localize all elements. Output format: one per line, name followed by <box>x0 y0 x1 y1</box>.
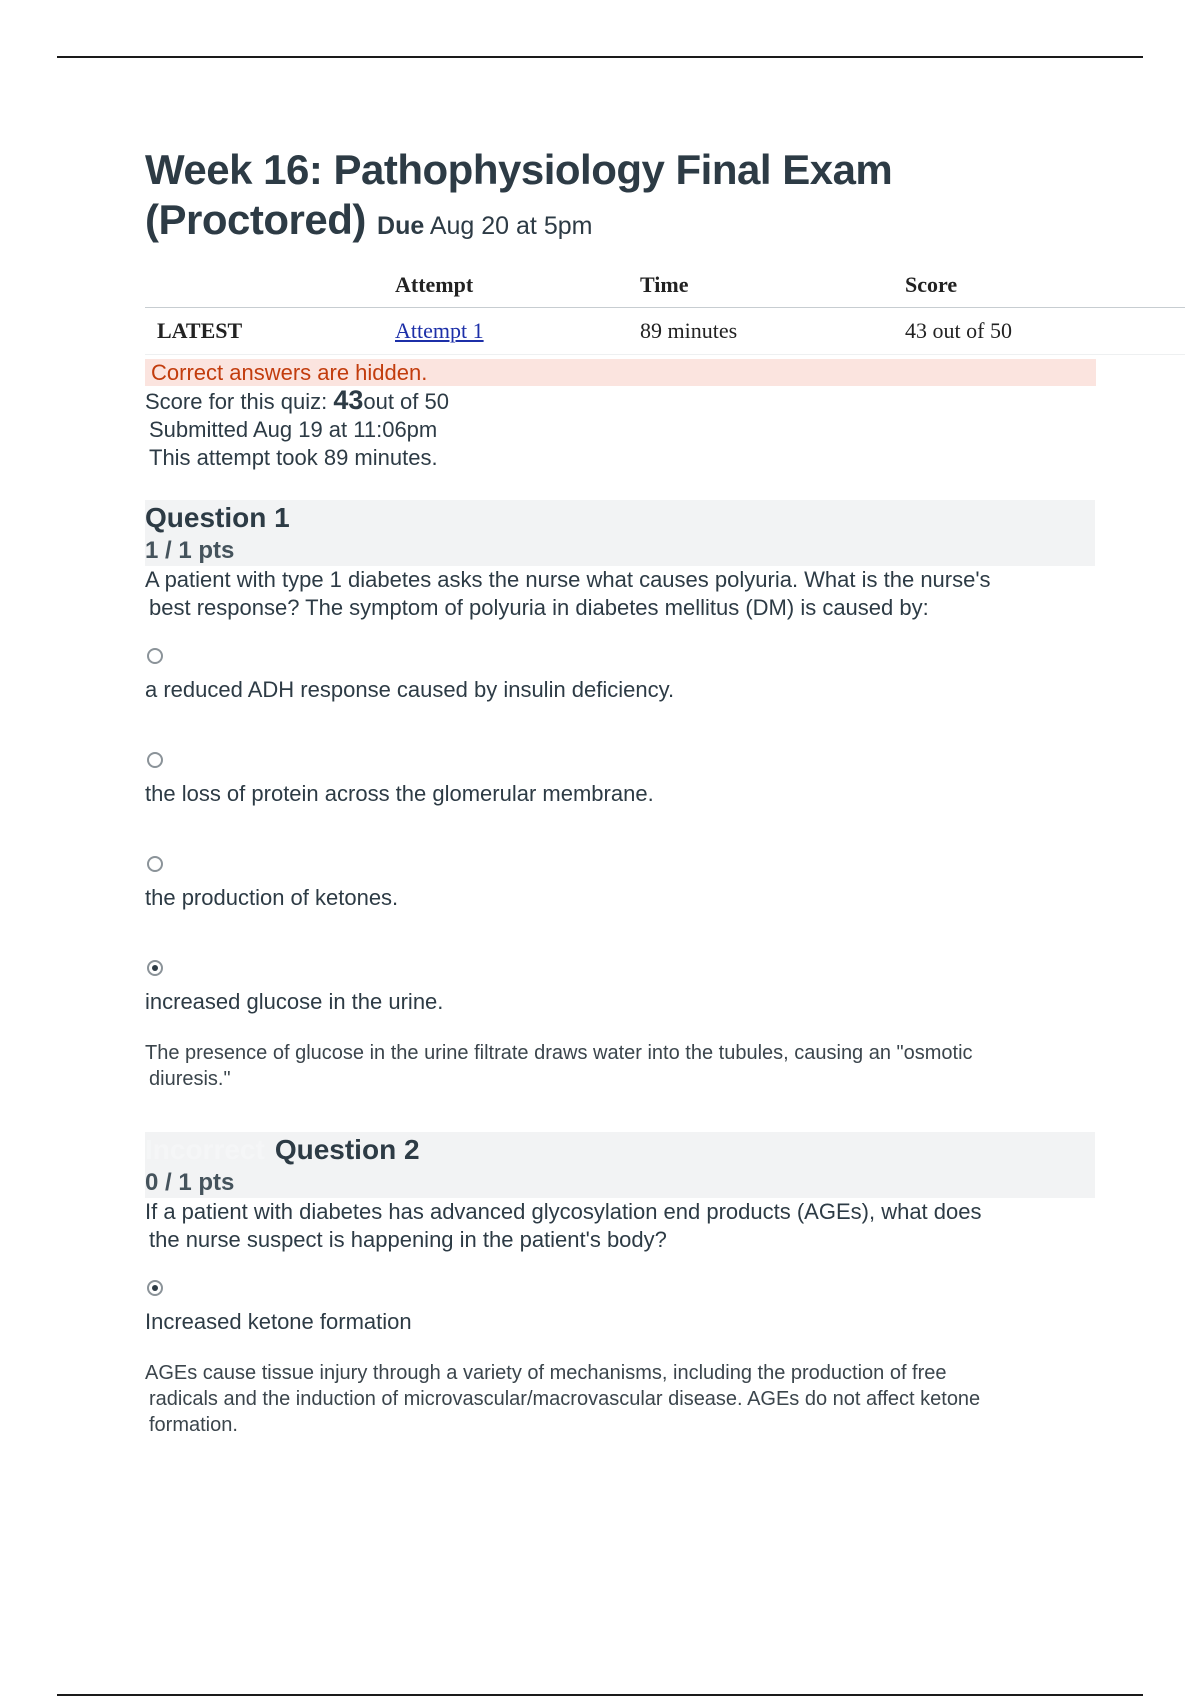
header-time: Time <box>640 272 689 297</box>
attempts-table <box>145 263 1185 355</box>
question-1 <box>145 500 1185 1092</box>
question-text-line: A patient with type 1 diabetes asks the nurse what causes polyuria. What is the nurse's <box>145 567 991 592</box>
radio-button-selected[interactable] <box>147 960 163 976</box>
due-date <box>377 212 592 240</box>
exam-title-line2: (Proctored) <box>145 196 366 243</box>
question-text-line: best response? The symptom of polyuria in diabetes mellitus (DM) is caused by: <box>149 595 929 620</box>
feedback-line: AGEs cause tissue injury through a variety of mechanisms, including the production of free <box>145 1362 947 1384</box>
answer-label: Increased ketone formation <box>145 1309 412 1334</box>
attempts-header-row <box>145 263 1185 308</box>
answer-option[interactable] <box>145 752 1185 808</box>
due-label: Due <box>377 212 425 240</box>
attempt-score: 43 out of 50 <box>905 308 1185 355</box>
correct-answers-hidden-alert: Correct answers are hidden. <box>145 359 1096 386</box>
bottom-rule <box>57 1694 1143 1696</box>
feedback-line: The presence of glucose in the urine filtrate draws water into the tubules, causing an "osmotic <box>145 1042 973 1064</box>
attempt-time: 89 minutes <box>640 308 905 355</box>
header-attempt: Attempt <box>395 272 474 297</box>
feedback-line: formation. <box>149 1414 238 1436</box>
question-text <box>145 1198 1085 1254</box>
answer-option[interactable] <box>145 960 1185 1016</box>
question-points: 0 / 1 pts <box>145 1169 235 1196</box>
question-2-header <box>145 1132 1095 1198</box>
incorrect-tag: Incorrect <box>145 1134 265 1165</box>
question-title-row <box>145 1132 1095 1168</box>
duration-text: This attempt took 89 minutes. <box>149 445 438 470</box>
answer-option[interactable] <box>145 856 1185 912</box>
answer-feedback <box>145 1360 1075 1438</box>
question-points: 1 / 1 pts <box>145 537 235 564</box>
due-value: Aug 20 at 5pm <box>429 212 593 240</box>
answer-option[interactable] <box>145 648 1185 704</box>
question-title: Question 1 <box>145 502 290 533</box>
top-rule <box>57 56 1143 58</box>
attempt-row <box>145 308 1185 355</box>
feedback-line: radicals and the induction of microvascular/macrovascular disease. AGEs do not affect ketone <box>149 1388 981 1410</box>
attempt-link[interactable]: Attempt 1 <box>395 318 484 343</box>
latest-label: LATEST <box>145 308 395 355</box>
quiz-content <box>145 145 1185 1438</box>
feedback-line: diuresis." <box>149 1068 231 1090</box>
radio-button[interactable] <box>147 648 163 664</box>
answer-label: the production of ketones. <box>145 885 399 910</box>
score-value: 43 <box>333 385 364 415</box>
radio-button[interactable] <box>147 752 163 768</box>
question-text-line: If a patient with diabetes has advanced glycosylation end products (AGEs), what does <box>145 1199 982 1224</box>
radio-button-selected[interactable] <box>147 1280 163 1296</box>
header-score: Score <box>905 272 958 297</box>
score-suffix: out of 50 <box>363 389 449 414</box>
score-prefix: Score for this quiz: <box>145 389 334 414</box>
submitted-text: Submitted Aug 19 at 11:06pm <box>149 417 438 442</box>
question-2 <box>145 1132 1185 1438</box>
answer-option[interactable] <box>145 1280 1185 1336</box>
quiz-summary <box>145 386 1185 472</box>
header-blank <box>145 263 395 308</box>
question-1-header <box>145 500 1095 566</box>
quiz-score-line <box>145 386 1185 416</box>
radio-button[interactable] <box>147 856 163 872</box>
question-title: Question 2 <box>274 1134 420 1165</box>
answer-label: increased glucose in the urine. <box>145 989 444 1014</box>
answer-label: the loss of protein across the glomerular membrane. <box>145 781 654 806</box>
answer-label: a reduced ADH response caused by insulin deficiency. <box>145 677 675 702</box>
exam-title <box>145 145 1185 251</box>
exam-title-line1: Week 16: Pathophysiology Final Exam <box>145 146 893 193</box>
question-text-line: the nurse suspect is happening in the patient's body? <box>149 1227 667 1252</box>
answer-feedback <box>145 1040 1075 1092</box>
question-text <box>145 566 1085 622</box>
